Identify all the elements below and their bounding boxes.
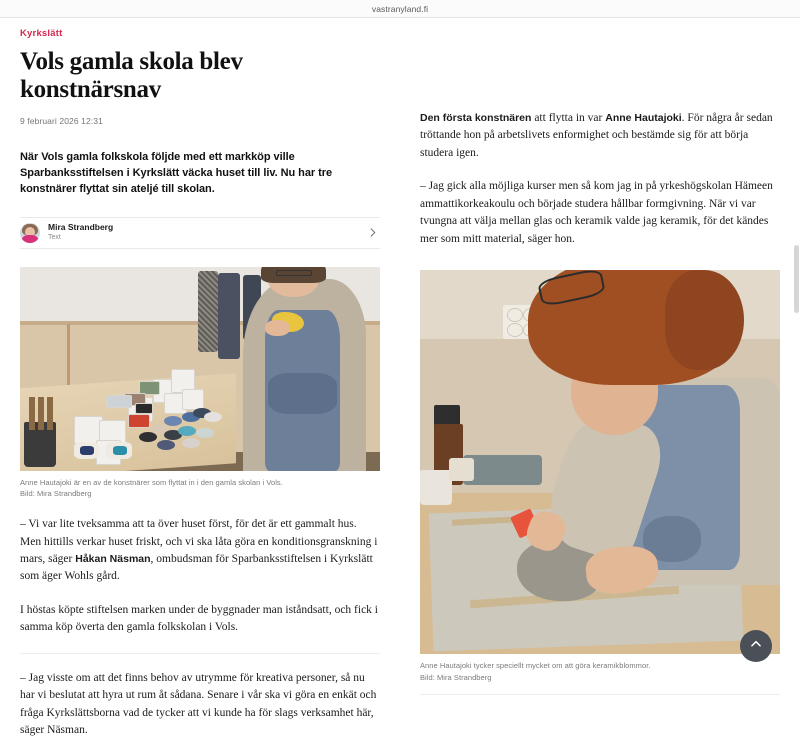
body-paragraph [20,516,380,586]
paragraph-lead-in: Den första konstnären [420,112,532,124]
body-paragraph [420,178,780,248]
author-byline[interactable] [20,217,380,249]
byline-text [48,223,358,242]
page-scrollbar-thumb[interactable] [794,245,799,313]
article-timestamp: 9 februari 2026 12:31 [20,116,103,126]
article-lead: När Vols gamla folkskola följde med ett markköp ville Sparbanksstiftelsen i Kyrkslätt väcka huset till liv. Nu har tre konstnärer flyttat sin ateljé till skolan. [20,151,333,195]
article-column-left [0,18,400,740]
figure-right-credit: Bild: Mira Strandberg [420,672,492,682]
paragraph-text: – Jag gick alla möjliga kurser men så kom jag in på yrkeshögskolan Hämeen ammattikorkeakoulu och började studera hållbar formgivning. När vi var tvungna att välja mellan glas och keramik valde jag keramik, för det kändes mer som mitt material, säger hon. [420,180,773,245]
paragraph-text-after: , ombudsman för Sparbanksstiftelsen i Kyrkslätt som äger Wohls gård. [20,553,373,583]
figure-right [420,270,780,683]
chevron-right-icon[interactable] [366,227,378,239]
article-page [0,18,800,737]
paragraph-text: – Vi var lite tveksamma att ta över huset först, för det är ett gammalt hus. Men hittills verkar huset friskt, och vi ska låta göra en konditionsgranskning i mars, säger [20,518,378,565]
address-bar-url[interactable]: vastranyland.fi [371,3,429,14]
figure-left [20,267,380,500]
figure-right-caption [420,660,780,683]
page-scrollbar-track[interactable] [792,18,798,670]
paragraph-text: – Jag visste om att det finns behov av utrymme för kreativa personer, så nu har vi beslutat att hyra ut rum åt sådana. Senare i vår ska vi göra en enkät och fråga Kyrkslättsborna vad de tycker att vi kunde ha för slags verksamhet här, säger Näsman. [20,671,377,737]
paragraph-text-after: . För några år sedan tröttande hon på arbetslivets enformighet och bestämde sig för att börja studera igen. [420,112,773,159]
author-role: Text [48,234,61,242]
chevron-up-icon [749,637,763,656]
body-paragraph [20,602,380,637]
paragraph-bold: Anne Hautajoki [605,112,682,124]
article-column-right [400,18,800,695]
article-photo-potter[interactable] [420,270,780,654]
author-name: Mira Strandberg [48,222,114,233]
body-paragraph [20,670,380,740]
section-divider-bottom [420,694,780,695]
figure-right-caption-text: Anne Hautajoki tycker speciellt mycket om att göra keramikblommor. [420,661,651,671]
body-paragraph [420,110,780,162]
paragraph-text: att flytta in var [531,112,606,124]
scroll-to-top-button[interactable] [740,630,772,662]
paragraph-bold: Håkan Näsman [75,553,151,565]
article-category-link[interactable]: Kyrkslätt [20,28,63,39]
paragraph-text: I höstas köpte stiftelsen marken under de byggnader man iståndsatt, och fick i samma köp överta den gamla folkskolan i Vols. [20,603,378,634]
figure-left-caption [20,477,380,500]
page-title: Vols gamla skola blev konstnärsnav [20,48,243,103]
section-divider [20,653,380,654]
avatar [20,223,40,243]
article-photo-studio[interactable] [20,267,380,471]
figure-left-credit: Bild: Mira Strandberg [20,489,92,499]
figure-left-caption-text: Anne Hautajoki är en av de konstnärer som flyttat in i den gamla skolan i Vols. [20,477,283,487]
browser-toolbar [0,0,800,18]
